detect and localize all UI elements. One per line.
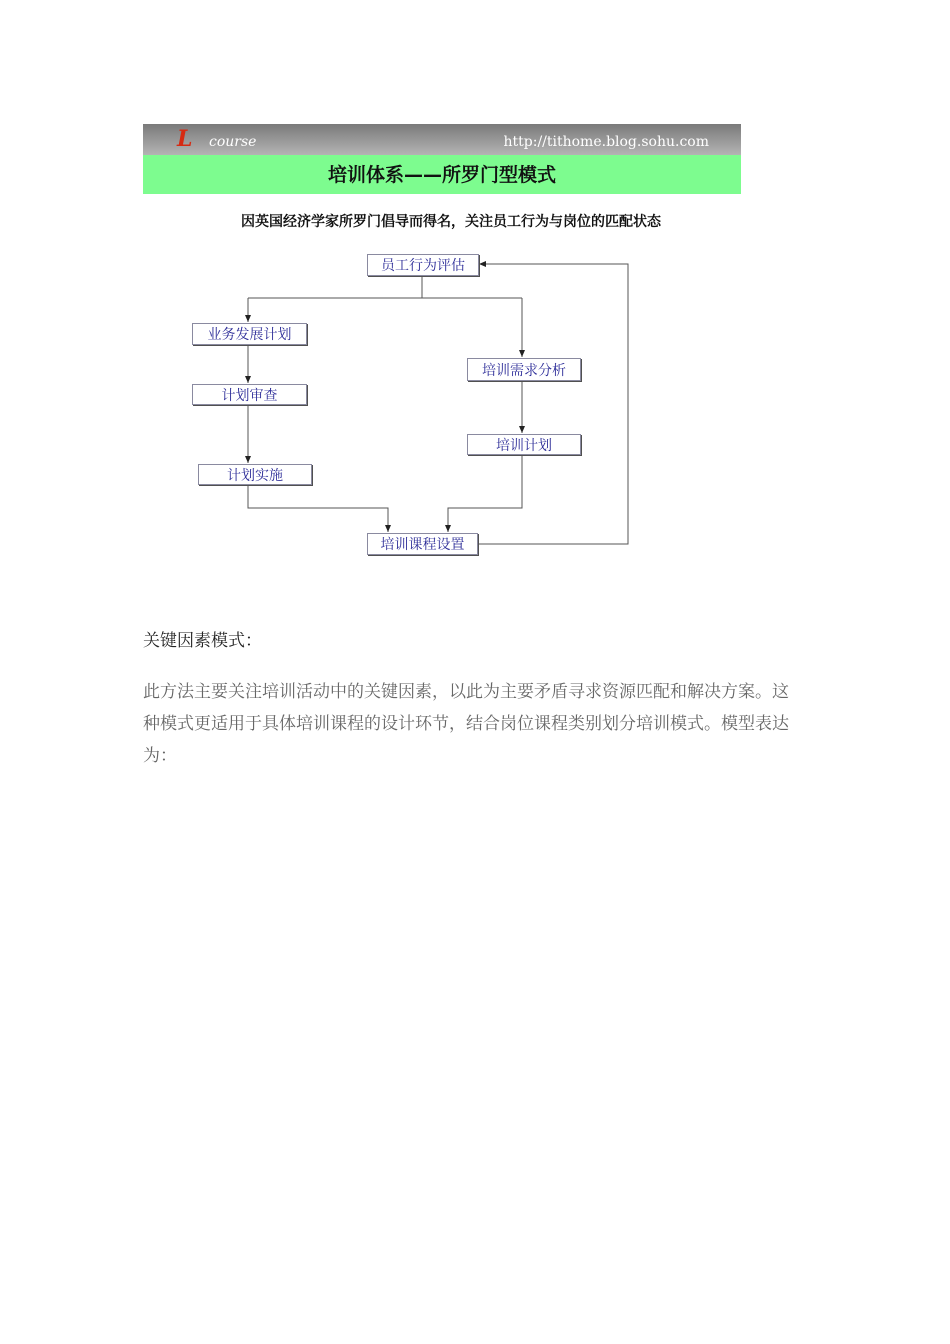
node-business-plan: 业务发展计划 bbox=[192, 323, 307, 345]
node-needs-analysis: 培训需求分析 bbox=[467, 358, 581, 381]
connector-line bbox=[448, 455, 522, 532]
banner-title: 培训体系——所罗门型模式 bbox=[327, 164, 556, 186]
logo-text: course bbox=[209, 134, 257, 150]
node-training-plan: 培训计划 bbox=[467, 434, 581, 455]
flowchart-connectors bbox=[0, 0, 950, 620]
node-employee-evaluation: 员工行为评估 bbox=[367, 254, 479, 276]
logo-letter: L bbox=[177, 126, 193, 152]
banner-url: http://tithome.blog.sohu.com bbox=[503, 134, 709, 150]
section-body: 此方法主要关注培训活动中的关键因素，以此为主要矛盾寻求资源匹配和解决方案。这种模式更适用于具体培训课程的设计环节，结合岗位课程类别划分培训模式。模型表达为： bbox=[143, 682, 789, 766]
node-course-setup: 培训课程设置 bbox=[367, 533, 478, 555]
connector-line bbox=[248, 485, 388, 532]
node-plan-review: 计划审查 bbox=[192, 384, 307, 405]
diagram-subtitle: 因英国经济学家所罗门倡导而得名，关注员工行为与岗位的匹配状态 bbox=[241, 214, 661, 230]
section-heading: 关键因素模式： bbox=[143, 631, 262, 651]
node-plan-implementation: 计划实施 bbox=[198, 464, 312, 485]
feedback-line bbox=[478, 264, 628, 544]
